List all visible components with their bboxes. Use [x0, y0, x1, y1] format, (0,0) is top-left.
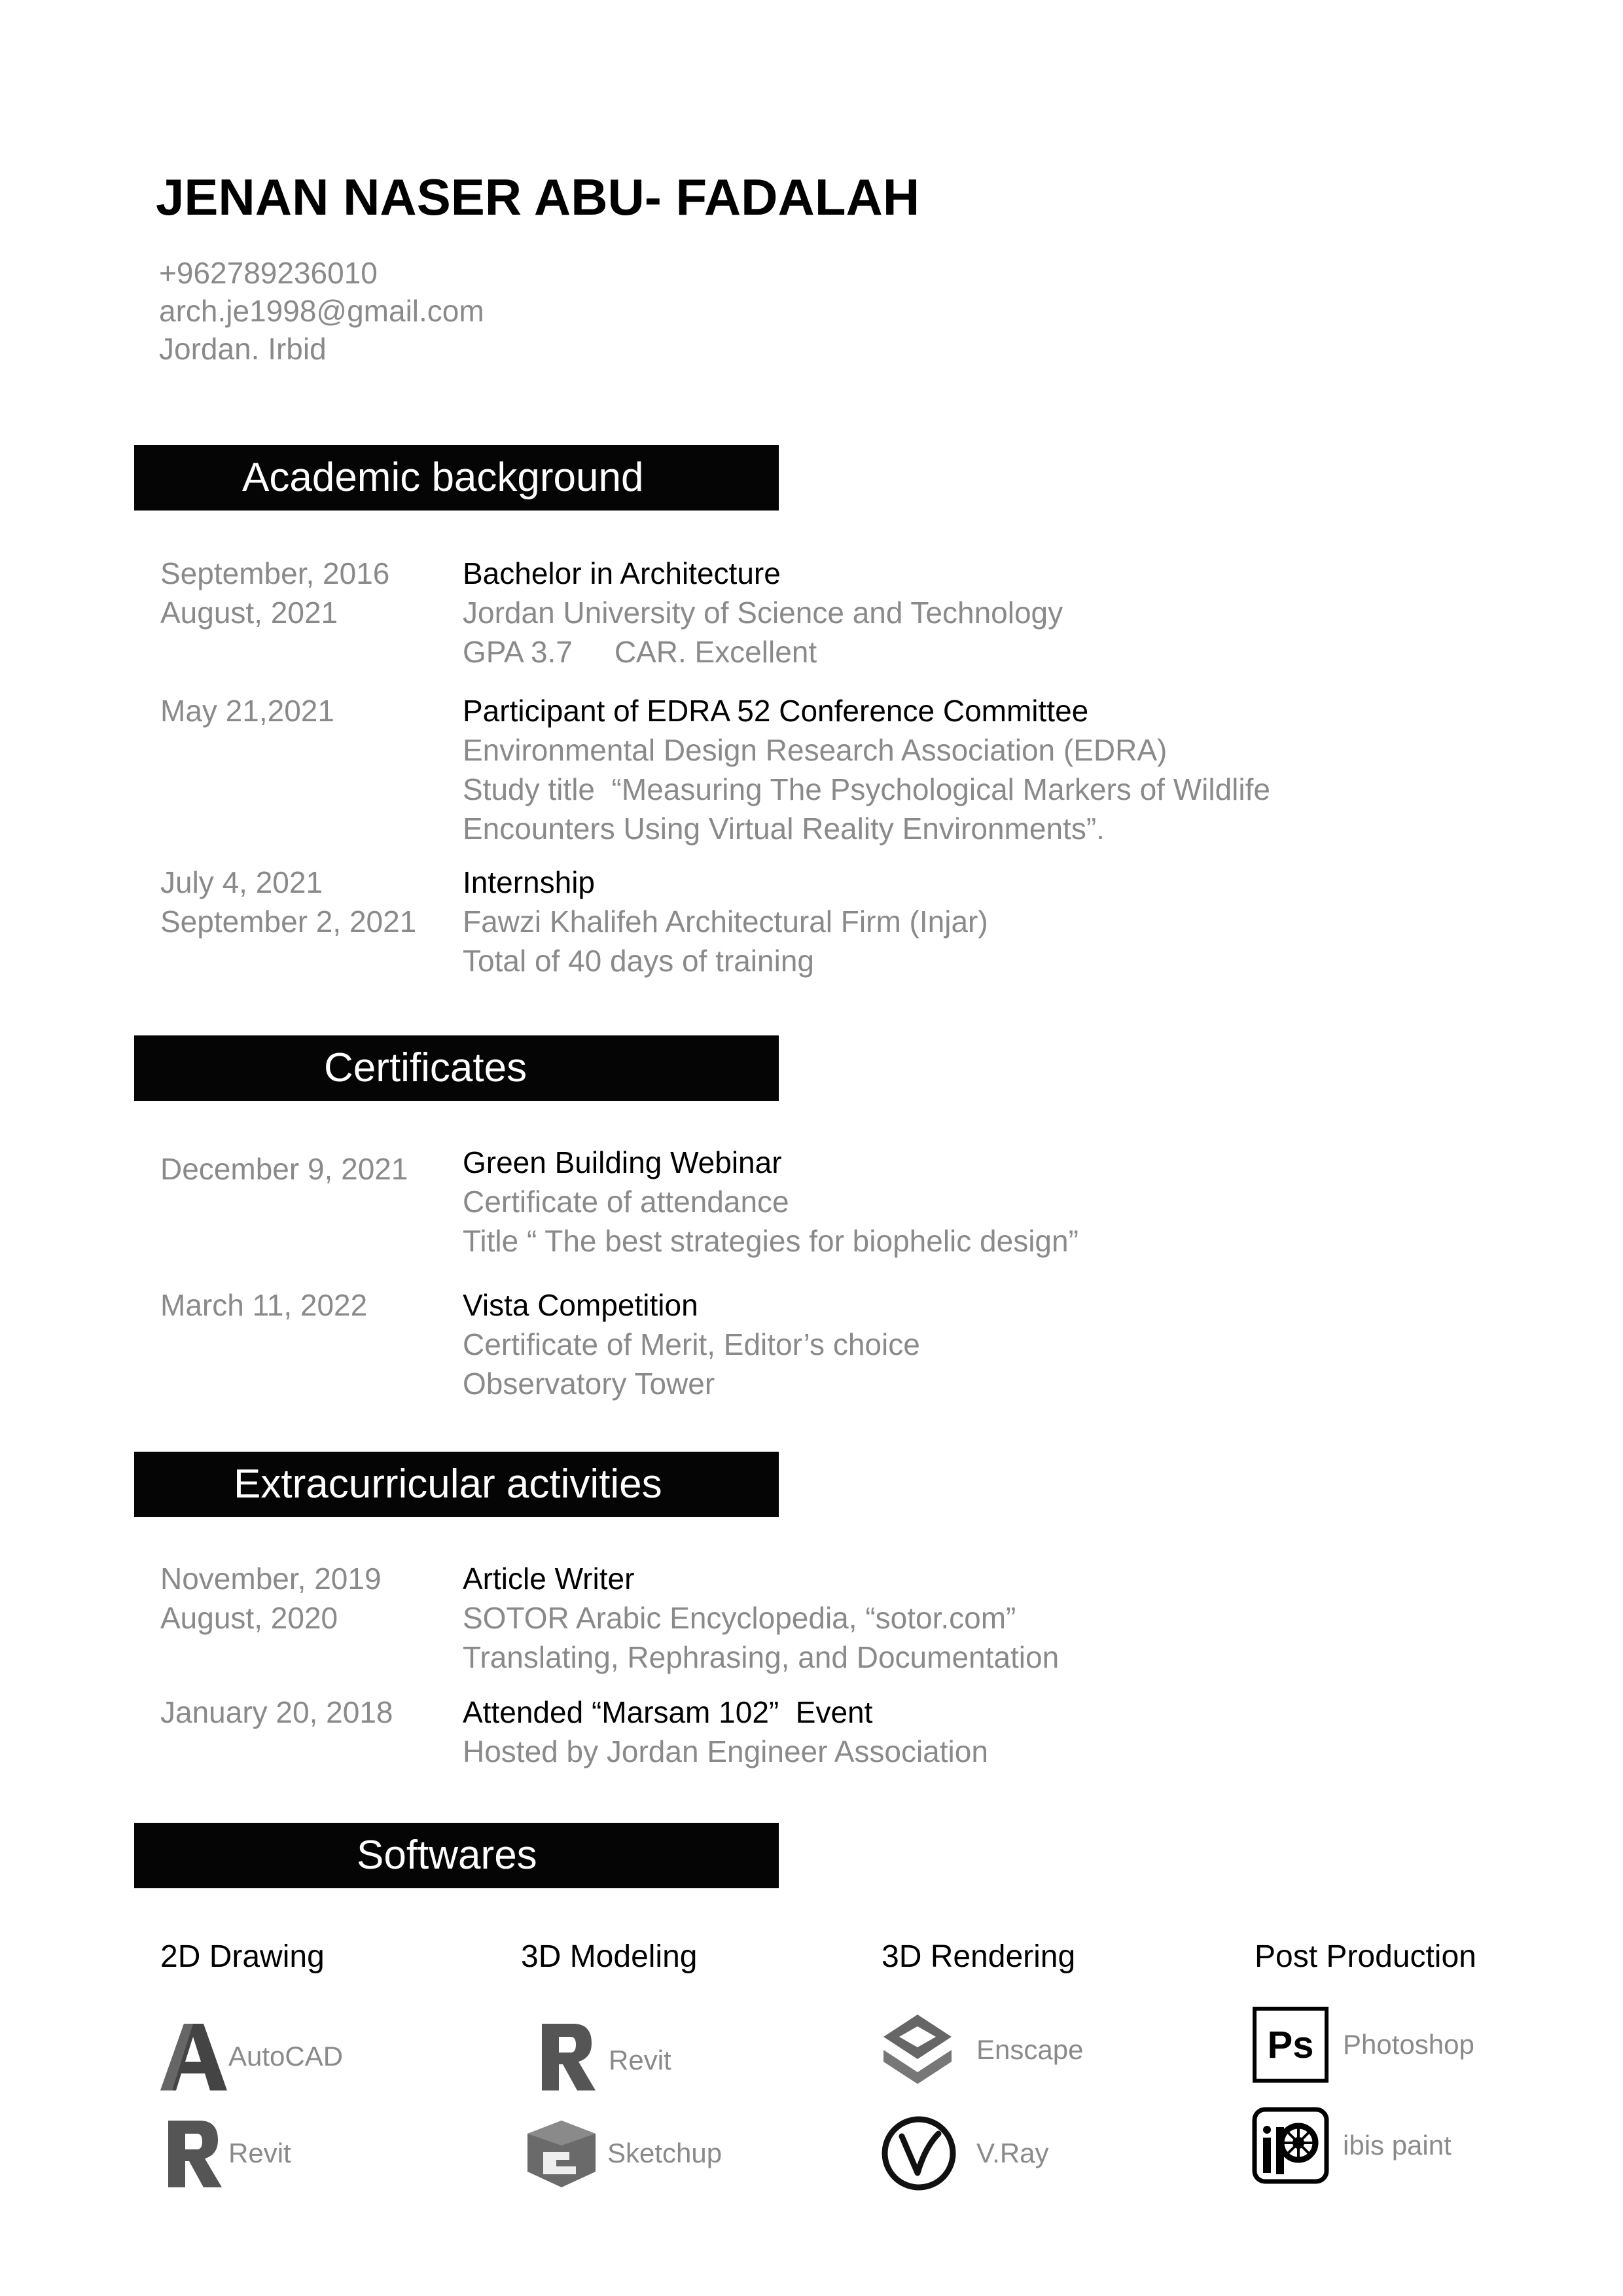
entry-title: Participant of EDRA 52 Conference Committee [463, 694, 1089, 728]
entry-dates [160, 1693, 448, 1732]
entry-detail: Fawzi Khalifeh Architectural Firm (Injar) [463, 905, 988, 939]
section-title-softwares: Softwares [357, 1833, 537, 1878]
enscape-icon [878, 2011, 957, 2089]
phone-number: +962789236010 [159, 256, 378, 290]
autocad-icon [154, 2017, 232, 2096]
software-category-post-production: Post Production [1255, 1939, 1476, 1974]
software-category-3d-rendering: 3D Rendering [882, 1939, 1076, 1974]
software-name: Photoshop [1343, 2029, 1474, 2060]
software-name: Enscape [976, 2034, 1084, 2065]
entry-detail: Title “ The best strategies for biophelic design” [463, 1224, 1079, 1258]
entry-title: Bachelor in Architecture [463, 556, 781, 590]
section-header-certificates [134, 1035, 779, 1101]
entry-detail: Environmental Design Research Association (EDRA) [463, 733, 1168, 767]
entry-dates [160, 691, 448, 730]
entry-body [463, 863, 1536, 980]
photoshop-icon [1251, 2005, 1330, 2084]
section-title-extracurricular: Extracurricular activities [234, 1462, 662, 1507]
entry-dates [160, 554, 448, 632]
email-address: arch.je1998@gmail.com [159, 294, 484, 328]
software-name: Sketchup [607, 2138, 722, 2168]
entry-detail: Study title “Measuring The Psychological Markers of Wildlife [463, 772, 1270, 806]
entry-dates [160, 1559, 448, 1638]
software-name: ibis paint [1343, 2130, 1452, 2161]
entry-date-start: November, 2019 [160, 1562, 382, 1596]
entry-detail: Total of 40 days of training [463, 944, 814, 978]
entry-detail: SOTOR Arabic Encyclopedia, “sotor.com” [463, 1601, 1016, 1635]
software-category-3d-modeling: 3D Modeling [521, 1939, 698, 1974]
entry-body [463, 1143, 1536, 1261]
contact-block [159, 254, 484, 368]
entry-detail: Jordan University of Science and Technology [463, 596, 1063, 630]
entry-body [463, 691, 1536, 848]
entry-date-end: September 2, 2021 [160, 905, 417, 939]
entry-detail: Translating, Rephrasing, and Documentation [463, 1640, 1060, 1674]
section-header-extracurricular [134, 1452, 779, 1517]
entry-detail: Observatory Tower [463, 1367, 715, 1401]
entry-date-end: August, 2020 [160, 1601, 338, 1635]
entry-detail: Encounters Using Virtual Reality Environments”. [463, 812, 1105, 846]
resume-name: JENAN NASER ABU- FADALAH [156, 168, 920, 226]
entry-body [463, 1285, 1536, 1403]
software-name: Revit [609, 2045, 671, 2075]
software-name: V.Ray [976, 2138, 1049, 2168]
entry-body [463, 1559, 1536, 1677]
ibis-paint-icon [1251, 2106, 1330, 2185]
revit-icon [154, 2114, 232, 2193]
entry-detail: Certificate of Merit, Editor’s choice [463, 1327, 920, 1361]
software-name: AutoCAD [228, 2041, 344, 2072]
section-title-academic: Academic background [242, 455, 644, 500]
software-category-2d-drawing: 2D Drawing [160, 1939, 325, 1974]
entry-dates [160, 863, 448, 941]
vray-icon [880, 2114, 958, 2193]
entry-title: Green Building Webinar [463, 1145, 782, 1179]
entry-body [463, 1693, 1536, 1771]
sketchup-icon [524, 2114, 602, 2193]
svg-text:Ps: Ps [1267, 2024, 1314, 2066]
entry-title: Vista Competition [463, 1288, 698, 1322]
entry-date: December 9, 2021 [160, 1152, 408, 1186]
entry-title: Article Writer [463, 1562, 635, 1596]
section-header-academic [134, 445, 779, 511]
entry-dates [160, 1149, 448, 1189]
entry-date-end: August, 2021 [160, 596, 338, 630]
section-header-softwares [134, 1823, 779, 1888]
entry-dates [160, 1285, 448, 1325]
entry-date: March 11, 2022 [160, 1288, 368, 1322]
location: Jordan. Irbid [159, 332, 327, 366]
entry-date-start: September, 2016 [160, 556, 390, 590]
entry-date: January 20, 2018 [160, 1695, 393, 1729]
entry-title: Attended “Marsam 102” Event [463, 1695, 873, 1729]
entry-date-start: July 4, 2021 [160, 865, 323, 899]
entry-detail: Hosted by Jordan Engineer Association [463, 1734, 988, 1768]
entry-date: May 21,2021 [160, 694, 334, 728]
entry-detail: Certificate of attendance [463, 1185, 789, 1219]
software-name: Revit [228, 2138, 291, 2168]
entry-title: Internship [463, 865, 596, 899]
section-title-certificates: Certificates [324, 1045, 527, 1090]
entry-body [463, 554, 1536, 672]
entry-detail: GPA 3.7 CAR. Excellent [463, 635, 817, 669]
revit-icon [530, 2017, 609, 2096]
